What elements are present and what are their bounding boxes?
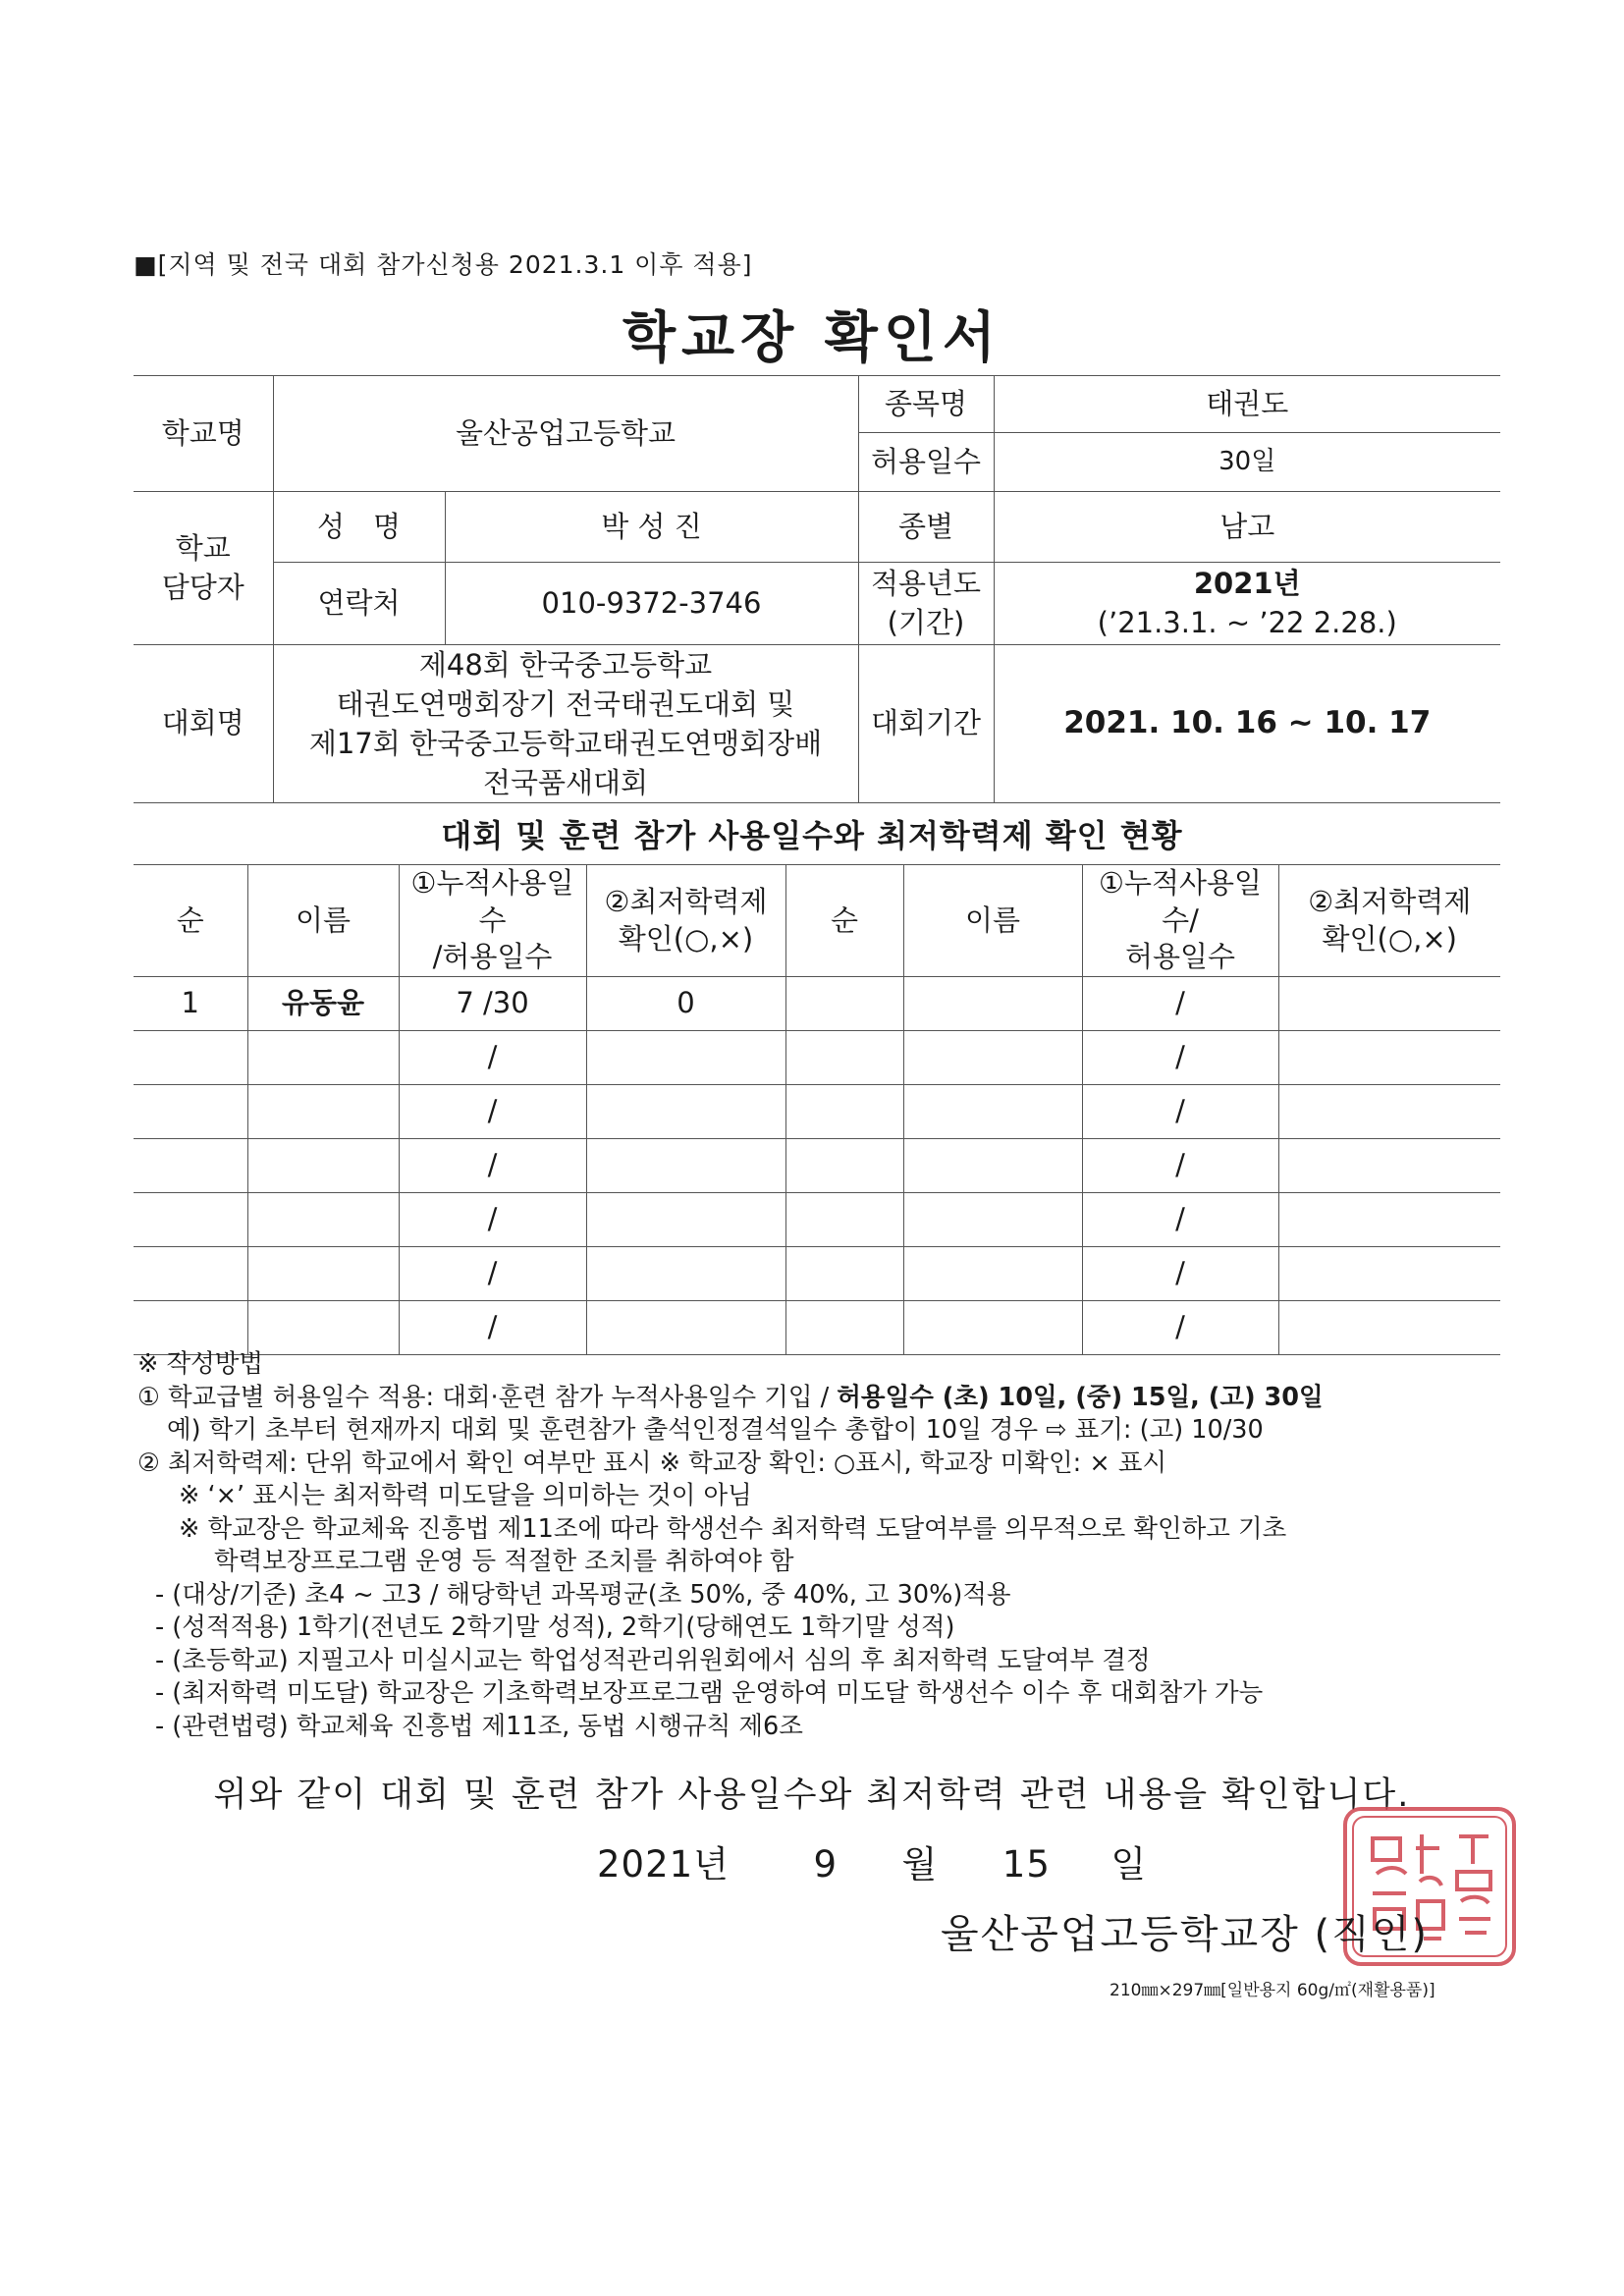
confirmation-statement: 위와 같이 대회 및 훈련 참가 사용일수와 최저학력 관련 내용을 확인합니다. — [213, 1776, 1411, 1815]
row-name-right — [903, 1031, 1082, 1085]
header-min: ②최저학력제 확인(○,×) — [586, 865, 785, 977]
table-row — [134, 977, 1500, 1031]
note-line: 학력보장프로그램 운영 등 적절한 조치를 취하여야 함 — [214, 1547, 794, 1576]
row-min — [586, 1301, 785, 1355]
period-label: 대회기간 — [858, 645, 994, 803]
row-days: / — [399, 1247, 586, 1301]
table-row — [134, 1247, 1500, 1301]
row-no-right — [785, 1139, 903, 1193]
row-no-right — [785, 1247, 903, 1301]
note-line: - (대상/기준) 초4 ~ 고3 / 해당학년 과목평균(초 50%, 중 40%, 고 30%)적용 — [155, 1579, 1011, 1610]
school-value: 울산공업고등학교 — [273, 376, 858, 492]
page-title: 학교장 확인서 — [622, 306, 1002, 370]
row-min-right — [1278, 1193, 1500, 1247]
category-label: 종별 — [858, 492, 994, 563]
note-line: - (최저학력 미도달) 학교장은 기초학력보장프로그램 운영하여 미도달 학생선수 이수 후 대회참가 가능 — [155, 1678, 1264, 1708]
row-days-right: / — [1082, 1085, 1278, 1139]
row-name — [247, 1247, 399, 1301]
row-no — [134, 1301, 247, 1355]
row-no-right — [785, 1193, 903, 1247]
category-value: 남고 — [994, 492, 1500, 563]
table-row — [134, 1139, 1500, 1193]
note-line: ※ 학교장은 학교체육 진흥법 제11조에 따라 학생선수 최저학력 도달여부를 의무적으로 확인하고 기초 — [179, 1513, 1287, 1544]
header-no: 순 — [134, 865, 247, 977]
row-name — [247, 1301, 399, 1355]
name-label: 성 명 — [273, 492, 445, 563]
header-days: ①누적사용일수 /허용일수 — [399, 865, 586, 977]
row-min — [586, 1031, 785, 1085]
row-days-right: / — [1082, 1031, 1278, 1085]
note-line: ② 최저학력제: 단위 학교에서 확인 여부만 표시 ※ 학교장 확인: ○표시, 학교장 미확인: × 표시 — [137, 1448, 1167, 1478]
paper-spec: 210㎜×297㎜[일반용지 60g/㎡(재활용품)] — [1110, 1981, 1435, 2000]
note-line: ※ ‘×’ 표시는 최저학력 미도달을 의미하는 것이 아님 — [179, 1481, 752, 1510]
row-no-right — [785, 977, 903, 1031]
event-value: 태권도 — [994, 376, 1500, 433]
row-days: / — [399, 1031, 586, 1085]
principal-signature: 울산공업고등학교장 (직인) — [941, 1912, 1429, 1957]
row-no — [134, 1085, 247, 1139]
form-header-note: ■[지역 및 전국 대회 참가신청용 2021.3.1 이후 적용] — [134, 250, 753, 279]
row-min-right — [1278, 1247, 1500, 1301]
row-days-right: / — [1082, 977, 1278, 1031]
name-value: 박 성 진 — [445, 492, 858, 563]
instructions — [137, 1348, 1512, 1743]
header-name-right: 이름 — [903, 865, 1082, 977]
issue-date: 2021년 9 월 15 일 — [597, 1843, 1148, 1886]
row-min-right — [1278, 1085, 1500, 1139]
manager-label: 학교 담당자 — [134, 492, 273, 645]
row-name-right — [903, 977, 1082, 1031]
row-min — [586, 1193, 785, 1247]
row-days-right: / — [1082, 1193, 1278, 1247]
school-label: 학교명 — [134, 376, 273, 492]
info-table — [134, 375, 1500, 803]
competition-name: 제48회 한국중고등학교 태권도연맹회장기 전국태권도대회 및 제17회 한국중고등학교태권도연맹회장배 전국품새대회 — [273, 645, 858, 803]
row-name — [247, 1193, 399, 1247]
row-name — [247, 1139, 399, 1193]
note-line: - (관련법령) 학교체육 진흥법 제11조, 동법 시행규칙 제6조 — [155, 1711, 803, 1741]
header-name: 이름 — [247, 865, 399, 977]
year-label: 적용년도 (기간) — [858, 563, 994, 645]
row-name-right — [903, 1085, 1082, 1139]
row-days: / — [399, 1301, 586, 1355]
row-no-right — [785, 1301, 903, 1355]
year-value: 2021년 (’21.3.1. ~ ’22 2.28.) — [994, 563, 1500, 645]
header-no-right: 순 — [785, 865, 903, 977]
row-days-right: / — [1082, 1139, 1278, 1193]
row-min-right — [1278, 1301, 1500, 1355]
row-days: 7 /30 — [399, 977, 586, 1031]
allowed-days-label: 허용일수 — [858, 433, 994, 492]
allowed-days-value: 30일 — [994, 433, 1500, 492]
row-no — [134, 1139, 247, 1193]
row-min: 0 — [586, 977, 785, 1031]
row-days-right: / — [1082, 1301, 1278, 1355]
row-min — [586, 1085, 785, 1139]
section-title: 대회 및 훈련 참가 사용일수와 최저학력제 확인 현황 — [441, 817, 1183, 854]
note-line: 예) 학기 초부터 현재까지 대회 및 훈련참가 출석인정결석일수 총합이 10일 경우 ⇨ 표기: (고) 10/30 — [167, 1415, 1264, 1445]
row-days: / — [399, 1193, 586, 1247]
roster-header-row — [134, 865, 1500, 977]
row-no-right — [785, 1031, 903, 1085]
row-min-right — [1278, 977, 1500, 1031]
table-row — [134, 1085, 1500, 1139]
note-line: ① 학교급별 허용일수 적용: 대회·훈련 참가 누적사용일수 기입 / 허용일수 (초) 10일, (중) 15일, (고) 30일 — [137, 1382, 1324, 1412]
row-min — [586, 1247, 785, 1301]
row-name — [247, 1031, 399, 1085]
period-value: 2021. 10. 16 ~ 10. 17 — [994, 645, 1500, 803]
row-name: 유동윤 — [247, 977, 399, 1031]
row-name — [247, 1085, 399, 1139]
event-label: 종목명 — [858, 376, 994, 433]
row-no: 1 — [134, 977, 247, 1031]
row-no — [134, 1247, 247, 1301]
notes-heading: ※ 작성방법 — [137, 1349, 264, 1379]
note-line: - (초등학교) 지필고사 미실시교는 학업성적관리위원회에서 심의 후 최저학력 도달여부 결정 — [155, 1645, 1151, 1675]
header-days-right: ①누적사용일수/ 허용일수 — [1082, 865, 1278, 977]
row-min-right — [1278, 1031, 1500, 1085]
row-days: / — [399, 1085, 586, 1139]
contact-value: 010-9372-3746 — [445, 563, 858, 645]
row-name-right — [903, 1139, 1082, 1193]
header-min-right: ②최저학력제 확인(○,×) — [1278, 865, 1500, 977]
table-row — [134, 1301, 1500, 1355]
competition-label: 대회명 — [134, 645, 273, 803]
row-days: / — [399, 1139, 586, 1193]
row-no — [134, 1193, 247, 1247]
note-line: - (성적적용) 1학기(전년도 2학기말 성적), 2학기(당해연도 1학기말 성적) — [155, 1613, 955, 1642]
row-min-right — [1278, 1139, 1500, 1193]
table-row — [134, 1031, 1500, 1085]
table-row — [134, 1193, 1500, 1247]
roster-table — [134, 864, 1500, 1355]
row-name-right — [903, 1193, 1082, 1247]
row-no — [134, 1031, 247, 1085]
row-no-right — [785, 1085, 903, 1139]
row-name-right — [903, 1247, 1082, 1301]
row-min — [586, 1139, 785, 1193]
contact-label: 연락처 — [273, 563, 445, 645]
row-days-right: / — [1082, 1247, 1278, 1301]
row-name-right — [903, 1301, 1082, 1355]
